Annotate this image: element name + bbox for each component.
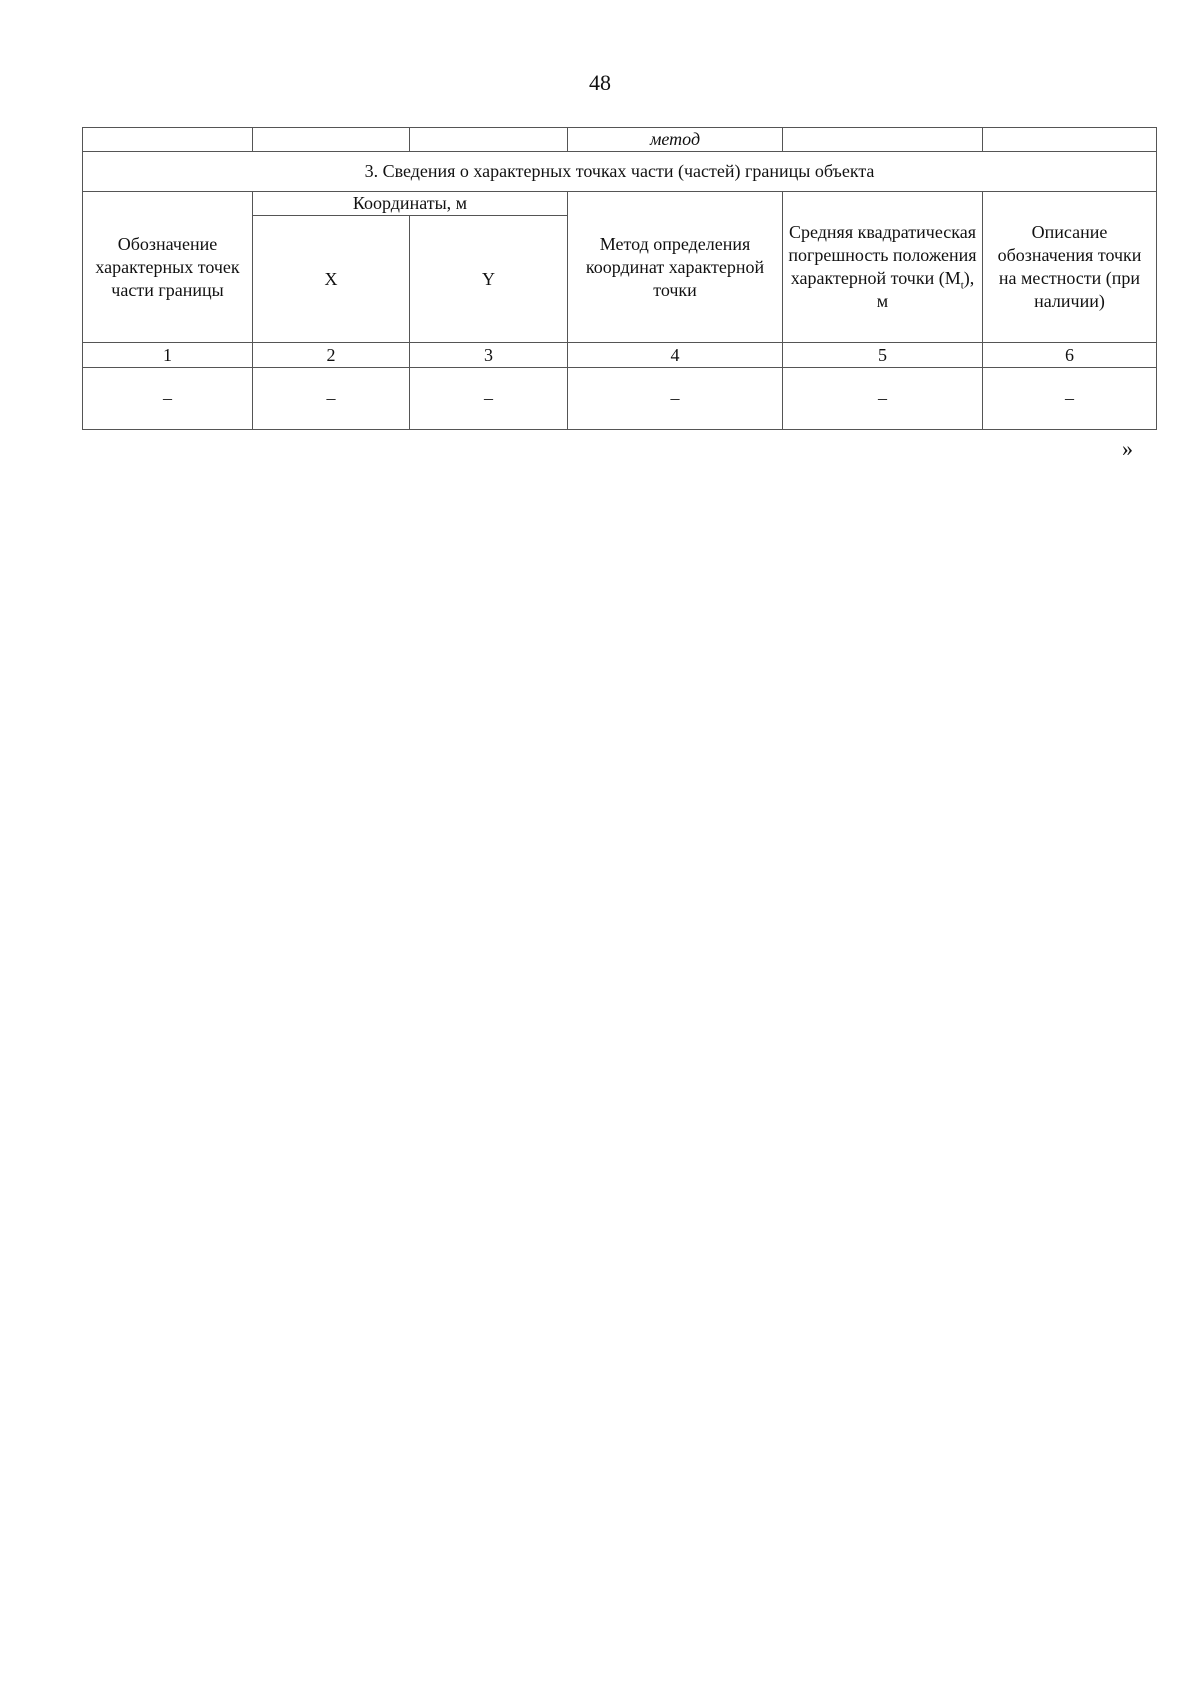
header-description: Описание обозначения точки на местности (при наличии)	[983, 192, 1157, 343]
data-cell: –	[783, 368, 983, 430]
continuation-cell-2	[253, 128, 410, 152]
header-x: X	[253, 216, 410, 343]
continuation-cell-5	[783, 128, 983, 152]
section-title-row	[83, 152, 1157, 192]
column-number: 3	[410, 343, 568, 368]
header-row-1	[83, 192, 1157, 216]
header-method: Метод определения координат характерной точки	[568, 192, 783, 343]
table-row	[83, 368, 1157, 430]
continuation-cell-3	[410, 128, 568, 152]
data-cell: –	[410, 368, 568, 430]
header-point-designation: Обозначение характерных точек части границы	[83, 192, 253, 343]
column-number: 6	[983, 343, 1157, 368]
closing-quote-mark: »	[1122, 436, 1133, 461]
continuation-cell-6	[983, 128, 1157, 152]
data-cell: –	[253, 368, 410, 430]
column-number: 4	[568, 343, 783, 368]
header-y: Y	[410, 216, 568, 343]
continuation-row	[83, 128, 1157, 152]
header-mean-square-error-text: Средняя квадратическая погрешность положения характерной точки $(M_t)$, м	[788, 222, 977, 311]
column-number: 2	[253, 343, 410, 368]
data-cell: –	[568, 368, 783, 430]
page-number: 48	[589, 70, 611, 95]
header-coordinates-group: Координаты, м	[253, 192, 568, 216]
column-numbers-row	[83, 343, 1157, 368]
section-title: 3. Сведения о характерных точках части (частей) границы объекта	[83, 152, 1157, 192]
data-cell: –	[983, 368, 1157, 430]
column-number: 1	[83, 343, 253, 368]
column-number: 5	[783, 343, 983, 368]
characteristic-points-table	[82, 127, 1157, 430]
data-cell: –	[83, 368, 253, 430]
header-mean-square-error	[783, 192, 983, 343]
continuation-cell-method: метод	[568, 128, 783, 152]
continuation-cell-1	[83, 128, 253, 152]
